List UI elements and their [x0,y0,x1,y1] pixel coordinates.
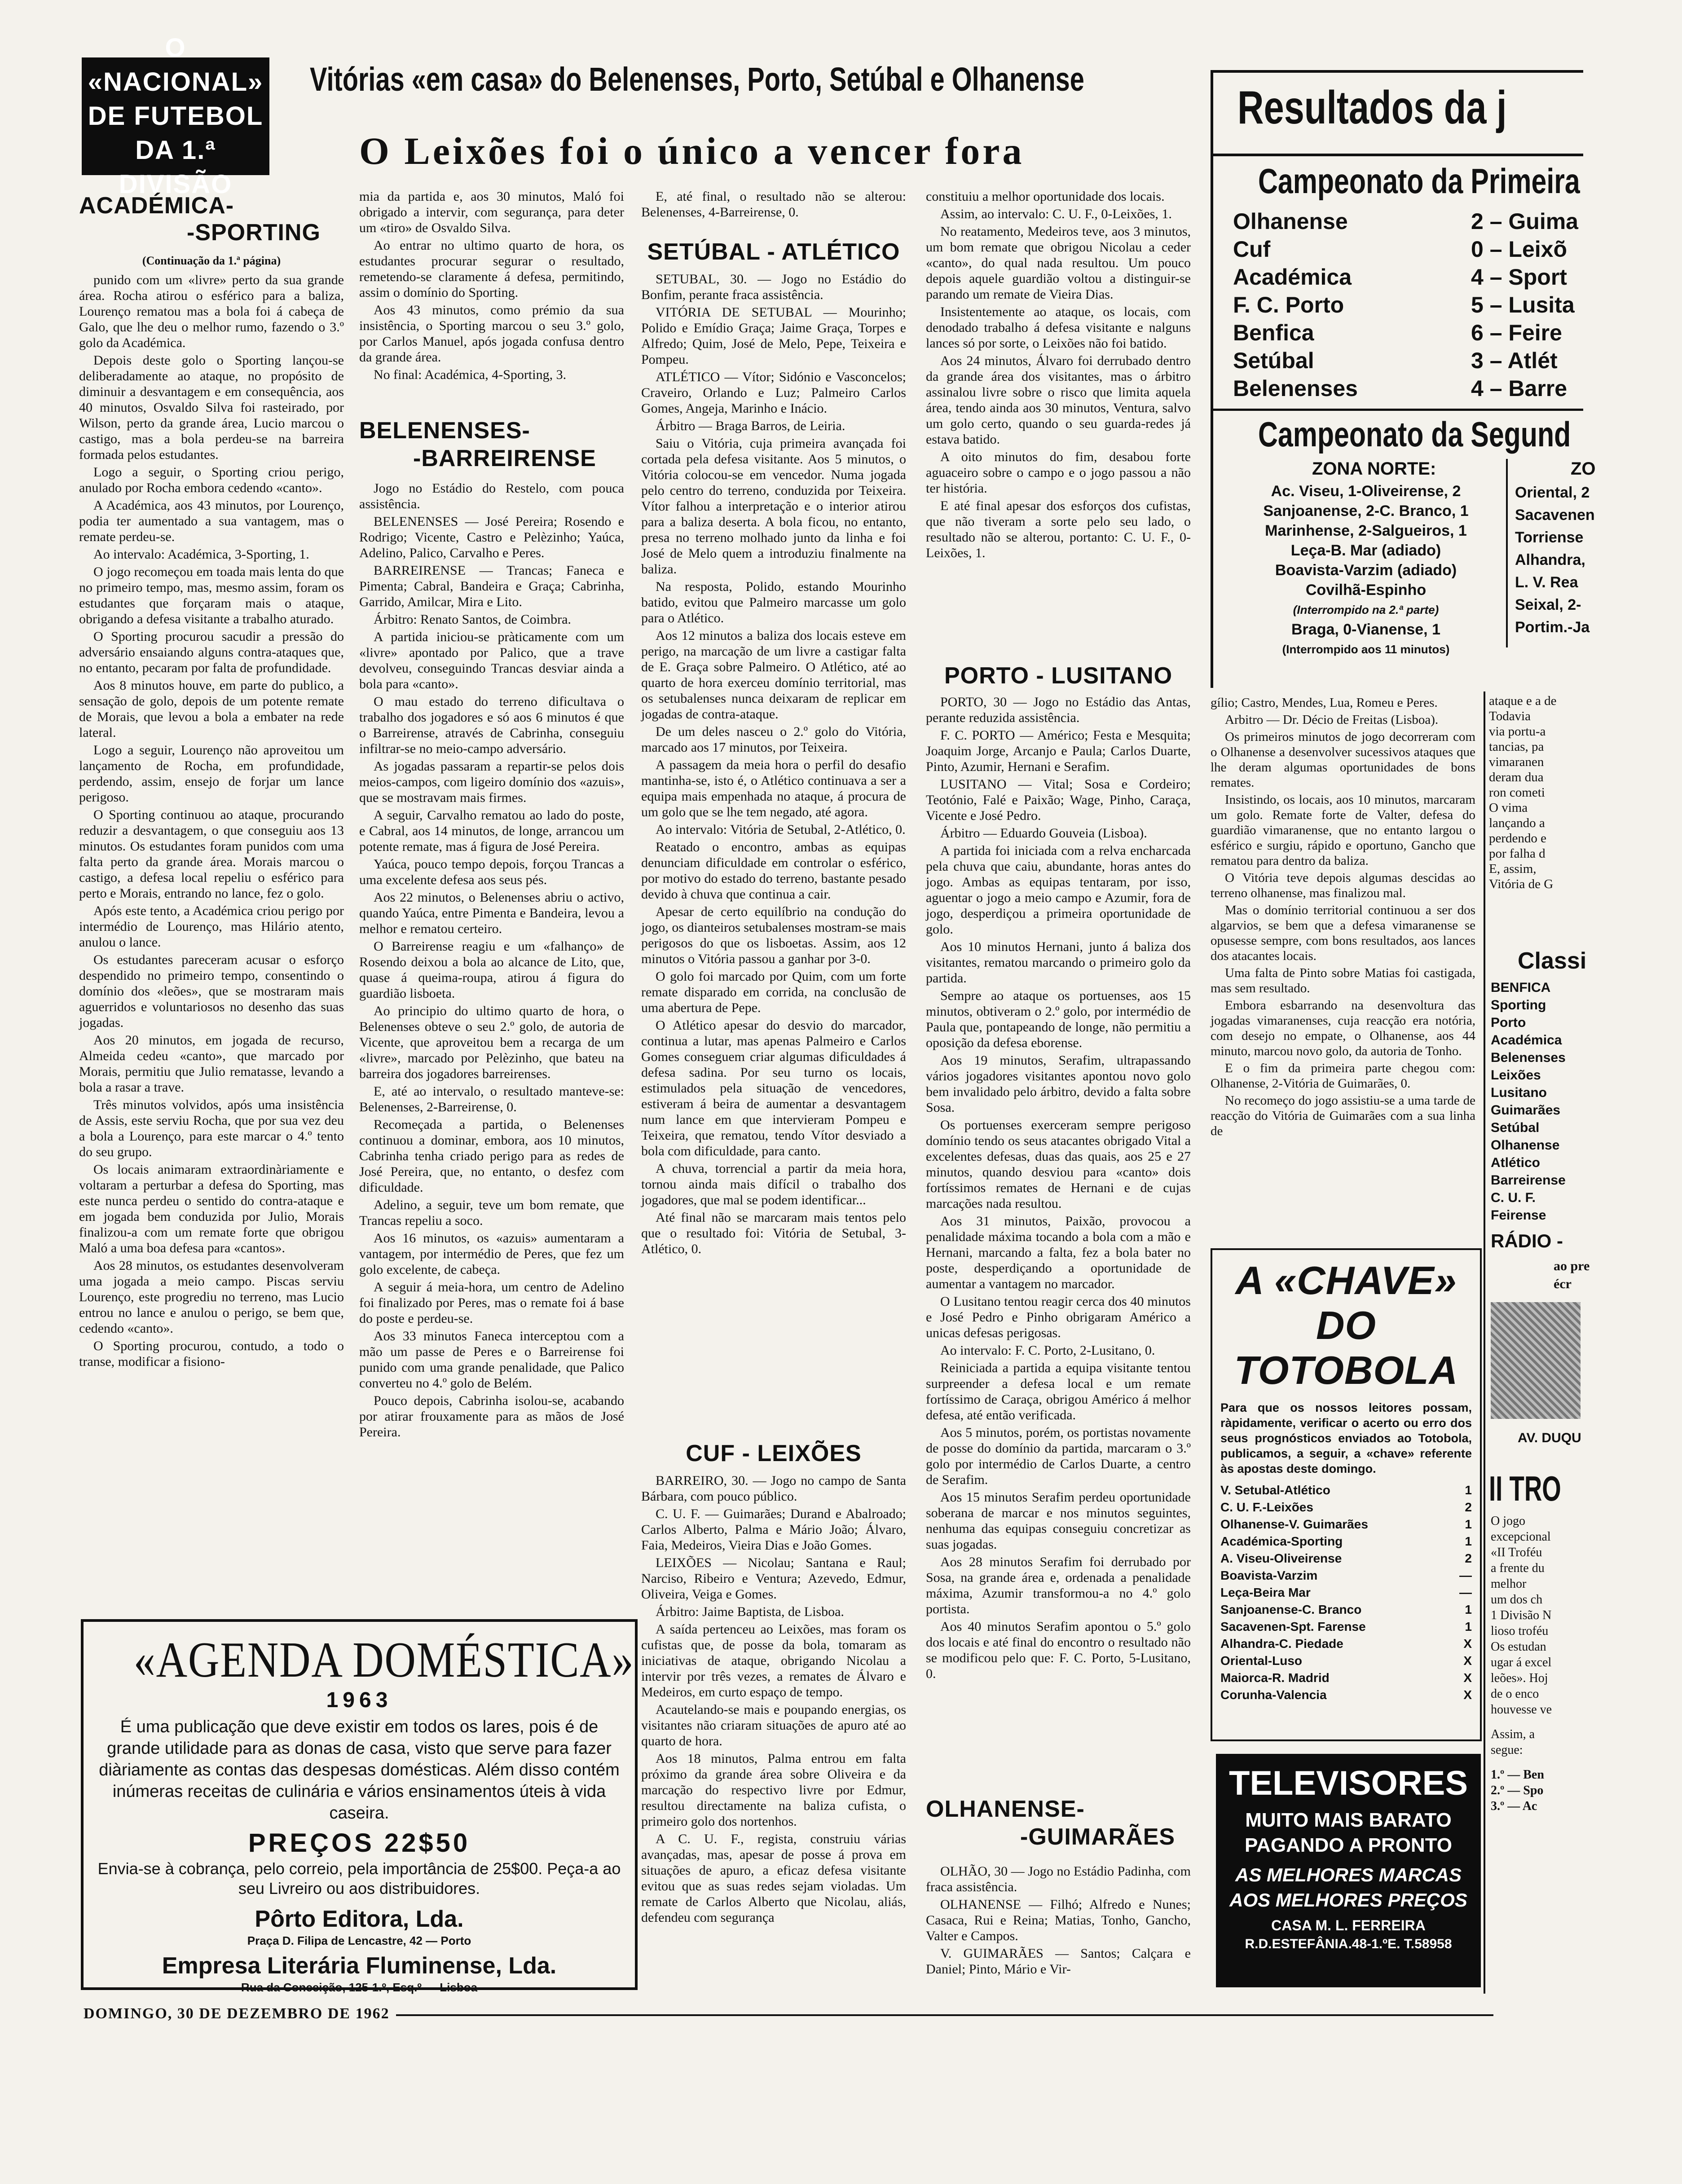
article-col6 [1489,693,1581,945]
article-col4 [926,694,1191,1781]
result-row [1233,347,1682,374]
paragraph: Mas o domínio territorial continuou a ser dos algarvios, se bem que a defesa vimaranense se opusesse sempre, com bons resultados, aos lances dos atacantes locais. [1211,903,1475,963]
televisores-ad [1216,1754,1481,1987]
totobola-match: Maiorca-R. Madrid [1220,1671,1330,1685]
paragraph: Arbitro — Dr. Décio de Freitas (Lisboa). [1225,713,1439,727]
paragraph: Após este tento, a Académica criou perigo por intermédio de Lourenço, mas Hilário atento, anulou o lance. [79,903,344,950]
tv-line: MUITO MAIS BARATO [1245,1809,1452,1831]
tv-line: AS MELHORES MARCAS [1235,1864,1462,1885]
paragraph: Aos 28 minutos Serafim foi derrubado por Sosa, na grande área e, ordenada a penalidade máxima, Azumir transformou-a no 4.º golo portista. [926,1554,1191,1616]
classif-item: Setúbal [1491,1120,1540,1135]
paragraph: O jogo recomeçou em toada mais lenta do que no primeiro tempo, mas, mesmo assim, foram os estudantes que forçaram mais o ataque, obrigando a defesa visitante a trabalho aturado. [79,564,344,626]
agenda-publisher-2-address: Rua da Conceição, 125-1.º, Esq.º — Lisboa [241,1981,478,1994]
classif-item: Belenenses [1491,1050,1566,1065]
totobola-box [1211,1248,1482,1741]
heading-line: BELENENSES- [359,418,530,444]
norte-row: (Interrompido aos 11 minutos) [1282,643,1450,656]
paragraph: A chuva, torrencial a partir da meia hora, tornou ainda mais difícil o trabalho dos jogadores, que mal se podem identificar... [641,1161,906,1207]
totobola-match: Oriental-Luso [1220,1654,1303,1668]
norte-row: (Interrompido na 2.ª parte) [1293,603,1439,616]
results-sub1: Campeonato da Primeira [1258,161,1580,201]
paragraph: Saiu o Vitória, cuja primeira avançada foi cortada pela defesa visitante. Aos 5 minutos, o Vitória colocou-se em vencedor. Numa jogada pelo centro do terreno, conduzida por Teixeira. Vítor falhou a interpretação e o interior atirou para a baliza deserta. A bola ficou, no entanto, presa no terreno molhado junto da linha e foi José de Melo quem a introduziu finalmente na baliza. [641,436,906,577]
paragraph: SETUBAL, 30. — Jogo no Estádio do Bonfim, perante fraca assistência. [641,272,906,302]
agenda-order: Envia-se à cobrança, pelo correio, pela importância de 25$00. Peça-a ao seu Livreiro ou aos distribuidores. [97,1859,621,1898]
totobola-sign: 2 [1465,1551,1472,1565]
paragraph: Jogo no Estádio do Restelo, com pouca assistência. [359,481,624,511]
paragraph: No reatamento, Medeiros teve, aos 3 minutos, um bom remate que obrigou Nicolau a ceder «canto», do qual nada resultou. Um pouco depois aquele guardião voltou a distinguir-se parando um remate de Vieira Dias. [926,224,1191,302]
paragraph: Aos 43 minutos, como prémio da sua insistência, o Sporting marcou o seu 3.º golo, por Carlos Manuel, após jogada confusa dentro da grande área. [359,303,624,365]
paragraph: OLHÃO, 30 — Jogo no Estádio Padinha, com fraca assistência. [926,1864,1191,1894]
fragment-line: 1.º — Ben [1491,1768,1544,1782]
totobola-sign: 1 [1465,1517,1472,1531]
paragraph: Árbitro — Braga Barros, de Leiria. [656,418,845,433]
heading-line: OLHANENSE- [926,1796,1085,1822]
totobola-match: Olhanense-V. Guimarães [1220,1517,1368,1531]
paragraph: Ao intervalo: Académica, 3-Sporting, 1. [93,547,309,562]
classif-item: Sporting [1491,998,1546,1013]
fragment-line: deram dua [1489,770,1544,784]
fragment-line: O vima [1489,801,1528,815]
paragraph: gílio; Castro, Mendes, Lua, Romeu e Peres. [1211,696,1438,710]
paragraph: Aos 18 minutos, Palma entrou em falta próximo da grande área sobre Oliveira e da marcação do respectivo livre por Edmur, resultou directamente na baliza cufista, o primeiro golo dos nortenhos. [641,1751,906,1829]
fragment-line: 2.º — Spo [1491,1783,1544,1797]
paragraph: De um deles nasceu o 2.º golo do Vitória, marcado aos 17 minutos, por Teixeira. [641,724,906,755]
agenda-publisher-1-address: Praça D. Filipa de Lencastre, 42 — Porto [247,1934,471,1947]
classif-title: Classi [1518,948,1587,974]
result-score: 6 – Feire [1471,320,1562,345]
fragment-line: Vitória de G [1489,877,1554,891]
paragraph: A partida iniciou-se pràticamente com um «livre» apontado por Palico, que a trave devolveu, conseguindo Trancas desviar ainda a bola para «canto». [359,630,624,691]
paragraph: LUSITANO — Vital; Sosa e Cordeiro; Teotónio, Falé e Paixão; Wage, Pinho, Caraça, Vicente e José Pedro. [926,777,1191,823]
paragraph: Aos 15 minutos Serafim perdeu oportunidade soberana de marcar e nos minutos seguintes, nenhuma das equipas conseguiu concretizar as suas jogadas. [926,1490,1191,1552]
fragment-line: por falha d [1489,846,1546,861]
heading-olhanense [926,1795,1191,1851]
paragraph: A saída pertenceu ao Leixões, mas foram os cufistas que, de posse da bola, tomaram as iniciativas de ataque, obrigando Nicolau a intervir por três vezes, a remates de Álvaro e Medeiros, em curto espaço de tempo. [641,1622,906,1700]
radio-line: écr [1554,1277,1572,1291]
totobola-sign: — [1459,1568,1472,1582]
heading-setubal: SETÚBAL - ATLÉTICO [647,239,900,265]
continuation-note: (Continuação da 1.ª página) [142,254,281,267]
paragraph: Aos 31 minutos, Paixão, provocou a penalidade máxima tocando a bola com a mão e Hernani, marcando a falta, fez a bola bater no poste, desperdiçando a oportunidade de aumentar a vantagem no marcador. [926,1214,1191,1291]
classif-item: Atlético [1491,1155,1541,1170]
fragment-line: Os estudan [1491,1640,1546,1654]
result-row [1233,207,1682,235]
totobola-row [1220,1584,1472,1601]
fragment-line: E, assim, [1489,862,1537,876]
totobola-sign: X [1463,1671,1472,1685]
agenda-title: «AGENDA DOMÉSTICA» [133,1632,634,1688]
paragraph: O golo foi marcado por Quim, com um forte remate disparado em corrida, na conclusão de uma abertura de Pepe. [641,969,906,1015]
fragment-line: lioso troféu [1491,1624,1549,1638]
paragraph: Árbitro: Jaime Baptista, de Lisboa. [656,1604,844,1619]
paragraph: Os locais animaram extraordinàriamente e voltaram a perturbar a defesa do Sporting, mas este nunca perdeu o sentido do contra-ataque e em jogada bem conduzida por Julio, Morais finalizou-a com um remate forte que obrigou Maló a uma boa defesa para «cantos». [79,1162,344,1255]
totobola-row [1220,1635,1472,1652]
fragment-line: excepcional [1491,1530,1551,1544]
totobola-row [1220,1516,1472,1533]
agenda-publisher-2: Empresa Literária Fluminense, Lda. [162,1953,557,1979]
fragment-line: de o enco [1491,1687,1539,1701]
result-score: 4 – Sport [1471,264,1567,290]
norte-row: Ac. Viseu, 1-Oliveirense, 2 [1271,483,1461,500]
paragraph: O Atlético apesar do desvio do marcador, continua a lutar, mas apenas Palmeiro e Carlos Gomes conseguem criar algumas dificuldades á defesa sadina. Por seu turno os locais, estimulados pela situação de vencedores, estiveram á beira de aumentar a desvantagem num lance em que intervieram Pompeu e Teixeira, que rematou, tendo Vítor desviado a bola com dificuldade, para canto. [641,1018,906,1158]
totobola-row [1220,1499,1472,1516]
footer-date: DOMINGO, 30 DE DEZEMBRO DE 1962 [84,2005,396,2022]
result-home: Cuf [1233,237,1271,262]
result-home: Olhanense [1233,209,1348,234]
fragment-line: segue: [1491,1743,1523,1757]
fragment-line: 1 Divisão N [1491,1608,1552,1622]
article-col4-olhanense [926,1863,1191,1989]
fragment-line: 3.º — Ac [1491,1799,1537,1813]
heading-porto-lusitano: PORTO - LUSITANO [944,663,1173,689]
classif-item: Leixões [1491,1068,1541,1083]
tv-line: AOS MELHORES PREÇOS [1229,1889,1467,1911]
result-score: 4 – Barre [1471,376,1568,401]
norte-row: Sanjoanense, 2-C. Branco, 1 [1263,502,1469,520]
paragraph: Recomeçada a partida, o Belenenses continuou a dominar, embora, aos 10 minutos, Cabrinha tenha criado perigo para as redes de José Pereira, que, no entanto, o desfez com dificuldade. [359,1117,624,1195]
result-score: 0 – Leixõ [1471,237,1567,262]
paragraph: E, até final, o resultado não se alterou: Belenenses, 4-Barreirense, 0. [641,189,906,220]
result-home: Setúbal [1233,348,1314,373]
totobola-row [1220,1533,1472,1550]
paragraph: Pouco depois, Cabrinha isolou-se, acabando por atirar frouxamente para as mãos de José Pereira. [359,1393,624,1440]
paragraph: Aos 16 minutos, os «azuis» aumentaram a vantagem, por intermédio de Peres, que fez um golo excelente, de cabeça. [359,1231,624,1277]
fragment-line: um dos ch [1491,1593,1543,1607]
paragraph: As jogadas passaram a repartir-se pelos dois meios-campos, com ligeiro domínio dos «azuis», que se mostravam mais firmes. [359,759,624,805]
totobola-sign: 1 [1465,1534,1472,1548]
radio-line: ao pre [1554,1259,1590,1273]
article-col3-top [641,189,906,238]
fragment-line: melhor [1491,1577,1527,1591]
result-row [1233,319,1682,347]
totobola-match: Leça-Beira Mar [1220,1585,1311,1599]
totobola-row [1220,1482,1472,1499]
totobola-title-2: DO TOTOBOLA [1234,1303,1458,1392]
totobola-sign: 1 [1465,1603,1472,1616]
classif-item: Feirense [1491,1208,1546,1223]
totobola-sign: X [1463,1654,1472,1668]
trophy-heading: II TRO [1489,1469,1561,1508]
paragraph: Aos 8 minutos houve, em parte do publico, a sensação de golo, depois de um potente remate de Morais, que levou a bola a embater na rede lateral. [79,678,344,740]
result-score: 3 – Atlét [1471,348,1558,373]
zona-norte-label: ZONA NORTE: [1312,459,1436,479]
paragraph: No recomeço do jogo assistiu-se a uma tarde de reacção do Vitória de Guimarães com a sua linha de [1211,1093,1475,1138]
paragraph: V. GUIMARÃES — Santos; Calçara e Daniel; Pinto, Mário e Vir- [926,1946,1191,1977]
result-home: Académica [1233,264,1352,290]
results-sub2: Campeonato da Segund [1258,414,1571,454]
totobola-row [1220,1652,1472,1669]
totobola-match: C. U. F.-Leixões [1220,1500,1313,1514]
totobola-row [1220,1618,1472,1635]
paragraph: A seguir, Carvalho rematou ao lado do poste, e Cabral, aos 14 minutos, de longe, arrancou um potente remate, mas á figura de José Pereira. [359,808,624,854]
main-subheadline: O Leixões foi o único a vencer fora [359,129,1025,172]
article-col5 [1211,695,1475,1256]
paragraph: Depois deste golo o Sporting lançou-se deliberadamente ao ataque, no propósito de diminuir a desvantagem e em consequência, aos 40 minutos, Osvaldo Silva foi rasteirado, por Wilson, perto da grande área, Lucio marcou o castigo, mas a bola perdeu-se na barreira formada pelos estudantes. [79,353,344,462]
paragraph: Yaúca, pouco tempo depois, forçou Trancas a uma excelente defesa aos seus pés. [359,857,624,887]
fragment-line: O jogo [1491,1514,1525,1528]
results-table-primeira [1233,207,1682,402]
paragraph: Uma falta de Pinto sobre Matias foi castigada, mas sem resultado. [1211,966,1475,995]
paragraph: A C. U. F., regista, construiu várias avançadas, mas, apesar de posse á prova em situações de apuro, a eficaz defesa visitante evitou que as suas redes sejam violadas. Um remate de Carlos Alberto que Nicolau, aliás, defendeu com segurança [641,1832,906,1925]
paragraph: Apesar de certo equilíbrio na condução do jogo, os dianteiros setubalenses mostram-se mais perigosos do que os lisboetas. Assim, aos 12 minutos o Vitória passou a ganhar por 3-0. [641,904,906,966]
zona-norte-list [1231,481,1501,659]
paragraph: O Sporting procurou sacudir a pressão do adversário ensaiando alguns contra-ataques que, no entanto, pecaram por falta de profundidade. [79,629,344,675]
paragraph: Árbitro — Eduardo Gouveia (Lisboa). [940,826,1147,841]
paragraph: Aos 22 minutos, o Belenenses abriu o activo, quando Yaúca, entre Pimenta e Bandeira, levou a melhor e rematou certeiro. [359,890,624,936]
paragraph: O mau estado do terreno dificultava o trabalho dos jogadores e só aos 6 minutos é que o Barreirense, através de Cabrinha, conseguiu infiltrar-se no meio-campo adversário. [359,694,624,756]
paragraph: Embora esbarrando na desenvoltura das jogadas vimaranenses, cuja reacção era notória, com desejo no empate, o Olhanense, aos 44 minuto, marcou novo golo, da autoria de Tonho. [1211,998,1475,1058]
paragraph: A partida foi iniciada com a relva encharcada pela chuva que caiu, abundante, horas antes do jogo. Ambas as equipas tentaram, por isso, aguentar o jogo a meio campo e Azumir, fora de jogo, desperdiçou a primeira oportunidade de golo. [926,843,1191,937]
article-col3-cuf [641,1473,906,2115]
paragraph: A passagem da meia hora o perfil do desafio mantinha-se, isto é, o Atlético continuava a ser a equipa mais empenhada no ataque, á procura de um golo que se lhe tem negado, até agora. [641,757,906,819]
agenda-price: PREÇOS 22$50 [248,1828,471,1858]
article-col2 [359,480,624,1616]
paragraph: F. C. PORTO — Américo; Festa e Mesquita; Joaquim Jorge, Arcanjo e Paula; Carlos Duarte, Pinto, Azumir, Hernani e Serafim. [926,728,1191,774]
paragraph: O Sporting procurou, contudo, a todo o transe, modificar a fisiono- [79,1339,344,1369]
paragraph: ATLÉTICO — Vítor; Sidónio e Vasconcelos; Craveiro, Orlando e Luz; Palmeiro Carlos Gomes, Angeja, Marinho e Inácio. [641,370,906,416]
classif-item: Olhanense [1491,1138,1560,1153]
paragraph: constituiu a melhor oportunidade dos locais. [926,189,1165,204]
nacional-badge-line: DA 1.ª DIVISÃO [119,136,233,199]
paragraph: O Barreirense reagiu e um «falhanço» de Rosendo deixou a bola ao alcance de Lito, que, quase á queima-roupa, atirou á figura do guardião lisboeta. [359,939,624,1001]
classif-list [1491,979,1581,1224]
nacional-badge [82,33,269,199]
heading-line: ACADÉMICA- [79,193,234,219]
paragraph: Aos 40 minutos Serafim apontou o 5.º golo dos locais e até final do encontro o resultado não se modificou pelo que: F. C. Porto, 5-Lusitano, 0. [926,1619,1191,1681]
paragraph: Aos 24 minutos, Álvaro foi derrubado dentro da grande área dos visitantes, mas o árbitro assinalou livre sobre o risco que limita aquela área, tendo ainda aos 30 minutos, Ventura, salvo um golo certo, quando o seu guarda-redes já estava batido. [926,353,1191,447]
paragraph: No final: Académica, 4-Sporting, 3. [374,367,567,382]
sul-row: Oriental, 2 [1515,484,1590,501]
article-col4-top [926,189,1191,660]
paragraph: Aos 12 minutos a baliza dos locais esteve em perigo, na marcação de um livre a castigar falta de E. Graça sobre Palmeiro. O Atlético, até ao quarto de hora exerceu domínio territorial, mas os setubalenses nunca deixaram de replicar em jogadas de contra-ataque. [641,628,906,722]
agenda-year: 1963 [326,1688,392,1712]
totobola-row [1220,1686,1472,1704]
result-row [1233,291,1682,319]
totobola-match: Corunha-Valencia [1220,1688,1327,1702]
paragraph: BELENENSES — José Pereira; Rosendo e Rodrigo; Vicente, Castro e Pelèzinho; Yaúca, Adelino, Palico, Carvalho e Peres. [359,514,624,560]
totobola-match: Alhandra-C. Piedade [1220,1637,1343,1651]
fragment-line: tancias, pa [1489,740,1544,754]
fragment-line: «II Troféu [1491,1546,1542,1559]
totobola-match: V. Setubal-Atlético [1220,1483,1330,1497]
paragraph: Aos 5 minutos, porém, os portistas novamente de posse do domínio da partida, marcaram o 3.º golo por intermédio de Carlos Duarte, a centro de Serafim. [926,1425,1191,1487]
totobola-title-1: A «CHAVE» [1235,1258,1457,1303]
paragraph: Na resposta, Polido, estando Mourinho batido, evitou que Palmeiro marcasse um golo para o Atlético. [641,579,906,625]
paragraph: Ao intervalo: F. C. Porto, 2-Lusitano, 0. [940,1343,1155,1358]
sul-row: Sacavenen [1515,506,1595,524]
tv-line: CASA M. L. FERREIRA [1271,1917,1426,1933]
norte-row: Marinhense, 2-Salgueiros, 1 [1265,522,1467,539]
agenda-body: É uma publicação que deve existir em todos os lares, pois é de grande utilidade para as donas de casa, visto que serve para fazer diàriamente as contas das despesas domésticas. Além disso contém inúmeras receitas de culinária e vários ensinamentos úteis à vida caseira. [99,1717,620,1823]
result-row [1233,374,1682,402]
fragment-line: a frente du [1491,1561,1545,1575]
paragraph: Logo a seguir, o Sporting criou perigo, anulado por Rocha embora cedendo «canto». [79,465,344,495]
heading-belenenses [359,417,624,472]
paragraph: C. U. F. — Guimarães; Durand e Abalroado; Carlos Alberto, Palma e Mário João; Álvaro, Faia, Medeiros, Vieira Dias e João Gomes. [641,1506,906,1553]
radio-tv-image [1491,1302,1581,1419]
result-home: Benfica [1233,320,1314,345]
totobola-match: Académica-Sporting [1220,1534,1343,1548]
classif-item: BENFICA [1491,980,1551,995]
results-box [1211,70,1596,688]
totobola-table [1220,1482,1472,1704]
paragraph: Aos 28 minutos, os estudantes desenvolveram uma jogada a meio campo. Piscas serviu Lourenço, este progrediu no terreno, mas Lucio entrou no lance e anulou o perigo, se bem que, cedendo «canto». [79,1258,344,1336]
classif-item: Guimarães [1491,1103,1561,1118]
totobola-row [1220,1601,1472,1618]
paragraph: punido com um «livre» perto da sua grande área. Rocha atirou o esférico para a baliza, Lourenço rematou mas a bola foi á cabeça de Galo, que lhe deu o melhor rumo, fazendo o 3.º golo da Académica. [79,273,344,350]
paragraph: O Vitória teve depois algumas descidas ao terreno olhanense, mas finalizou mal. [1211,871,1475,900]
fragment-line: lançando a [1489,816,1545,830]
classif-item: C. U. F. [1491,1190,1536,1205]
sul-row: Seixal, 2- [1515,596,1581,613]
paragraph: OLHANENSE — Filhó; Alfredo e Nunes; Casaca, Rui e Reina; Matias, Tonho, Gancho, Valter e Campos. [926,1897,1191,1943]
heading-cuf-leixoes: CUF - LEIXÕES [686,1440,862,1466]
main-headline: Vitórias «em casa» do Belenenses, Porto, Setúbal e Olhanense [310,61,1084,98]
fragment-line: ugar á excel [1491,1656,1552,1669]
paragraph: Ao principio do ultimo quarto de hora, o Belenenses obteve o seu 2.º golo, de autoria de Vicente, que aproveitou bem a recarga de um «livre», marcado por Pelèzinho, que bateu na barreira dos jogadores barreirenses. [359,1004,624,1081]
norte-row: Braga, 0-Vianense, 1 [1291,621,1440,638]
heading-line: -GUIMARÃES [1020,1824,1176,1850]
result-home: Belenenses [1233,376,1358,401]
result-home: F. C. Porto [1233,292,1344,317]
paragraph: Três minutos volvidos, após uma insistência de Assis, este serviu Rocha, que por sua vez deu a bola a Lourenço, para este marcar o 4.º tento do seu grupo. [79,1097,344,1159]
paragraph: Aos 10 minutos Hernani, junto á baliza dos visitantes, rematou marcando o primeiro golo da partida. [926,939,1191,986]
fragment-line: houvesse ve [1491,1703,1552,1717]
article-col3 [641,271,906,1434]
sul-row: L. V. Rea [1515,574,1578,591]
sul-row: Alhandra, [1515,551,1585,568]
classif-item: Porto [1491,1015,1526,1030]
paragraph: Sempre ao ataque os portuenses, aos 15 minutos, obtiveram o 2.º golo, por intermédio de Paula que, pontapeando de longe, não permitiu a oposição da defesa eborense. [926,988,1191,1050]
paragraph: Assim, ao intervalo: C. U. F., 0-Leixões, 1. [940,207,1172,221]
tv-line: R.D.ESTEFÂNIA.48-1.ºE. T.58958 [1245,1937,1452,1951]
result-row [1233,263,1682,291]
heading-line: -SPORTING [187,220,321,246]
zona-sul-label: ZO [1571,459,1596,479]
sul-row: Torriense [1515,529,1584,546]
totobola-sign: 2 [1465,1500,1472,1514]
paragraph: E, até ao intervalo, o resultado manteve-se: Belenenses, 2-Barreirense, 0. [359,1084,624,1114]
paragraph: Ao intervalo: Vitória de Setubal, 2-Atlético, 0. [656,822,906,837]
totobola-sign: 1 [1465,1620,1472,1634]
totobola-sign: — [1459,1585,1472,1599]
paragraph: A seguir á meia-hora, um centro de Adelino foi finalizado por Peres, mas o remate foi á base do poste e perdeu-se. [359,1280,624,1326]
tv-line: PAGANDO A PRONTO [1244,1834,1453,1856]
totobola-sign: X [1463,1637,1472,1651]
paragraph: Reiniciada a partida a equipa visitante tentou surpreender a defesa local e um remate fortíssimo de Caraça, obrigou Américo á melhor defesa, até então verificada. [926,1361,1191,1422]
fragment-line: via portu-a [1489,724,1546,739]
fragment-line: Todavia [1489,709,1531,723]
paragraph: O Sporting continuou ao ataque, procurando reduzir a desvantagem, o que conseguiu aos 13 minutos. Os estudantes foram punidos com uma falta perto da grande área. Morais marcou o castigo, a defesa local repeliu o esférico para perto e Morais, entrando no lance, fez o golo. [79,807,344,901]
paragraph: LEIXÕES — Nicolau; Santana e Raul; Narciso, Ribeiro e Ventura; Azevedo, Edmur, Oliveira, Veiga e Gomes. [641,1555,906,1602]
heading-line: -BARREIRENSE [413,445,596,471]
paragraph: Adelino, a seguir, teve um bom remate, que Trancas repeliu a soco. [359,1198,624,1228]
totobola-match: Boavista-Varzim [1220,1568,1318,1582]
nacional-badge-line: O «NACIONAL» [88,33,264,97]
paragraph: A oito minutos do fim, desabou forte aguaceiro sobre o campo e o jogo passou a não ter história. [926,449,1191,496]
fragment-line: perdendo e [1489,831,1547,845]
paragraph: Os estudantes pareceram acusar o esforço despendido no primeiro tempo, consentindo o domínio dos «leões», que se mostraram mais aguerridos e voluntariosos no desenho das suas jogadas. [79,952,344,1030]
agenda-ad [81,1619,638,1994]
paragraph: E o fim da primeira parte chegou com: Olhanense, 2-Vitória de Guimarães, 0. [1211,1061,1475,1091]
trophy-article [1491,1513,1581,1814]
fragment-line: Assim, a [1491,1727,1535,1741]
totobola-sign: 1 [1465,1483,1472,1497]
norte-row: Covilhã-Espinho [1305,581,1427,599]
tv-title: TELEVISORES [1228,1764,1468,1802]
paragraph: Reatado o encontro, ambas as equipas denunciam dificuldade em controlar o esférico, por motivo do estado do terreno, bastante pesado devido à chuva que continua a cair. [641,840,906,902]
heading-academica [79,192,344,246]
totobola-match: A. Viseu-Oliveirense [1220,1551,1342,1565]
results-title: Resultados da j [1237,82,1507,134]
article-col1 [79,272,344,1610]
totobola-intro: Para que os nossos leitores possam, ràpidamente, verificar o acerto ou erro dos seus prognósticos enviados ao Totobola, publicamos, a seguir, a «chave» referente às apostas deste domingo. [1220,1401,1472,1475]
sul-row: Portim.-Ja [1515,619,1590,636]
norte-row: Leça-B. Mar (adiado) [1290,542,1441,559]
radio-heading: RÁDIO - [1491,1230,1563,1251]
classif-item: Académica [1491,1033,1562,1048]
fragment-line: leões». Hoj [1491,1671,1548,1685]
result-score: 5 – Lusita [1471,292,1575,317]
paragraph: BARREIRO, 30. — Jogo no campo de Santa Bárbara, com pouco público. [641,1473,906,1504]
totobola-match: Sacavenen-Spt. Farense [1220,1620,1366,1634]
paragraph: A Académica, aos 43 minutos, por Lourenço, podia ter aumentado a sua vantagem, mas o remate perdeu-se. [79,498,344,544]
article-col2-top [359,189,624,413]
totobola-match: Sanjoanense-C. Branco [1220,1603,1362,1616]
paragraph: E até final apesar dos esforços dos cufistas, que não tiveram a sorte pelo seu lado, o resultado não se alterou, portanto: C. U. F., 0-Leixões, 1. [926,498,1191,560]
totobola-row [1220,1550,1472,1567]
paragraph: VITÓRIA DE SETUBAL — Mourinho; Polido e Emídio Graça; Jaime Graça, Torpes e Alfredo; Quim, José de Melo, Pepe, Teixeira e Pompeu. [641,305,906,367]
paragraph: Ao entrar no ultimo quarto de hora, os estudantes procurar segurar o resultado, remetendo-se claramente á defesa, permitindo, assim o domínio do Sporting. [359,238,624,300]
result-score: 2 – Guima [1471,209,1578,234]
zona-sul-list [1515,481,1605,638]
fragment-line: ataque e a de [1489,694,1557,708]
paragraph: BARREIRENSE — Trancas; Faneca e Pimenta; Cabral, Bandeira e Graça; Cabrinha, Garrido, Amilcar, Mira e Lito. [359,563,624,609]
radio-lines [1554,1257,1590,1293]
totobola-row [1220,1669,1472,1686]
paragraph: Insistindo, os locais, aos 10 minutos, marcaram um golo. Remate forte de Valter, defesa do guardião vimaranense, que no entanto largou o esférico e surgiu, rápido e oportuno, Gancho que rematou para dentro da baliza. [1211,793,1475,868]
paragraph: Os portuenses exerceram sempre perigoso domínio tendo os seus atacantes obrigado Vital a excelentes defesas, duas das quais, aos 25 e 27 minutos, quando desviou para «canto» dois fortíssimos remates de Hernani e de cujas marcações nada resultou. [926,1118,1191,1211]
agenda-publisher-1: Pôrto Editora, Lda. [255,1906,464,1932]
paragraph: PORTO, 30 — Jogo no Estádio das Antas, perante reduzida assistência. [926,695,1191,725]
classif-item: Barreirense [1491,1173,1566,1188]
radio-address: AV. DUQU [1518,1431,1581,1445]
totobola-sign: X [1463,1688,1472,1702]
norte-row: Boavista-Varzim (adiado) [1275,562,1457,579]
paragraph: Aos 33 minutos Faneca interceptou com a mão um passe de Peres e o Barreirense foi punido com uma grande penalidade, que Palico converteu no 4.º golo de Belém. [359,1329,624,1391]
paragraph: Até final não se marcaram mais tentos pelo que o resultado foi: Vitória de Setubal, 3-Atlético, 0. [641,1210,906,1256]
classif-item: Lusitano [1491,1085,1547,1100]
paragraph: Árbitro: Renato Santos, de Coimbra. [374,612,571,627]
paragraph: Aos 19 minutos, Serafim, ultrapassando vários jogadores visitantes apontou novo golo bem invalidado pelo árbitro, devido a falta sobre Sosa. [926,1053,1191,1115]
paragraph: Aos 20 minutos, em jogada de recurso, Almeida cedeu «canto», que marcado por Morais, permitiu que Julio rematasse, levando a bola a rasar a trave. [79,1033,344,1095]
paragraph: mia da partida e, aos 30 minutos, Maló foi obrigado a intervir, com segurança, para deter um «tiro» de Osvaldo Silva. [359,189,624,235]
paragraph: Os primeiros minutos de jogo decorreram com o Olhanense a desenvolver sucessivos ataques que lhe deram algumas oportunidades de bons remates. [1211,730,1475,790]
fragment-line: ron cometi [1489,785,1545,800]
nacional-badge-line: DE FUTEBOL [88,101,264,131]
paragraph: O Lusitano tentou reagir cerca dos 40 minutos e José Pedro e Pinho obrigaram Américo a unicas defesas perigosas. [926,1294,1191,1340]
totobola-row [1220,1567,1472,1584]
result-row [1233,235,1682,263]
paragraph: Logo a seguir, Lourenço não aproveitou um lançamento de Rocha, em profundidade, perdendo, assim, ensejo de forjar um lance perigoso. [79,743,344,805]
paragraph: Insistentemente ao ataque, os locais, com denodado trabalho á defesa visitante e nalguns lances só por sorte, o Leixões não foi batido. [926,304,1191,351]
paragraph: Acautelando-se mais e poupando energias, os visitantes não criaram situações de apuro até ao quarto de hora. [641,1702,906,1748]
fragment-line: vimaranen [1489,755,1544,769]
